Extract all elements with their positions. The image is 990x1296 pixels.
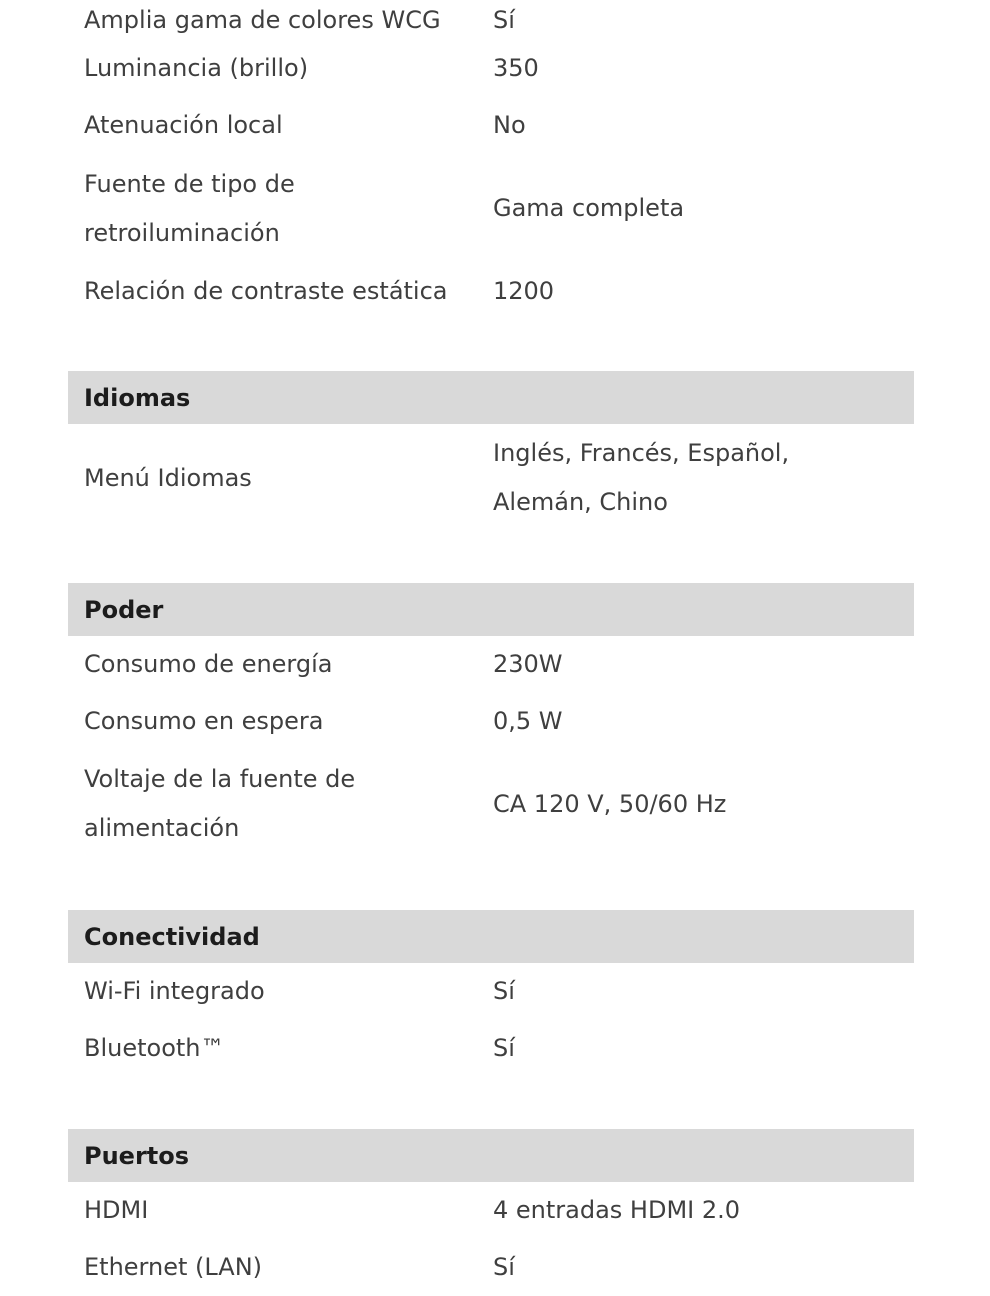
spec-label: HDMI [84, 1196, 149, 1224]
section-header-puertos: Puertos [68, 1129, 914, 1182]
spec-label: Fuente de tipo de retroiluminación [84, 169, 295, 247]
spec-label: Luminancia (brillo) [84, 54, 309, 82]
spec-label: Bluetooth™ [84, 1034, 225, 1062]
section-header-idiomas: Idiomas [68, 371, 914, 424]
spec-value: Inglés, Francés, Español, Alemán, Chino [493, 439, 790, 516]
spec-value: 1200 [493, 277, 555, 305]
spec-row-bluetooth [68, 1020, 914, 1077]
section-header-conectividad: Conectividad [68, 910, 914, 963]
spec-value: No [493, 111, 526, 139]
spec-row-voltage [68, 750, 914, 858]
spec-row-wcg [68, 0, 914, 40]
spec-row-menu-languages [68, 424, 914, 532]
spec-value: Sí [493, 1253, 515, 1281]
spec-label: Amplia gama de colores WCG [84, 5, 441, 34]
spec-row-ethernet [68, 1239, 914, 1296]
spec-label: Wi-Fi integrado [84, 977, 265, 1005]
spec-table [68, 0, 914, 1296]
spec-value: Sí [493, 1034, 515, 1062]
spec-row-backlight [68, 154, 914, 263]
section-header-poder: Poder [68, 583, 914, 636]
spec-row-contrast [68, 263, 914, 320]
spec-value: 4 entradas HDMI 2.0 [493, 1196, 741, 1224]
spec-row-standby [68, 693, 914, 750]
spec-value: 230W [493, 650, 563, 678]
spec-value: Sí [493, 5, 515, 34]
spec-value: Gama completa [493, 194, 685, 222]
spec-label: Consumo en espera [84, 707, 324, 735]
spec-value: Sí [493, 977, 515, 1005]
spec-row-wifi [68, 963, 914, 1020]
spec-row-power-consumption [68, 636, 914, 693]
spec-value: CA 120 V, 50/60 Hz [493, 789, 727, 818]
spec-label: Consumo de energía [84, 650, 333, 678]
spec-label: Relación de contraste estática [84, 277, 448, 305]
spec-value: 350 [493, 54, 539, 82]
spec-value: 0,5 W [493, 707, 563, 735]
spec-row-hdmi [68, 1182, 914, 1239]
spec-row-luminance [68, 40, 914, 97]
spec-label: Ethernet (LAN) [84, 1253, 263, 1281]
spec-row-local-dimming [68, 97, 914, 154]
spec-label: Atenuación local [84, 111, 283, 139]
spec-label: Voltaje de la fuente de alimentación [84, 765, 356, 842]
spec-label: Menú Idiomas [84, 463, 252, 492]
